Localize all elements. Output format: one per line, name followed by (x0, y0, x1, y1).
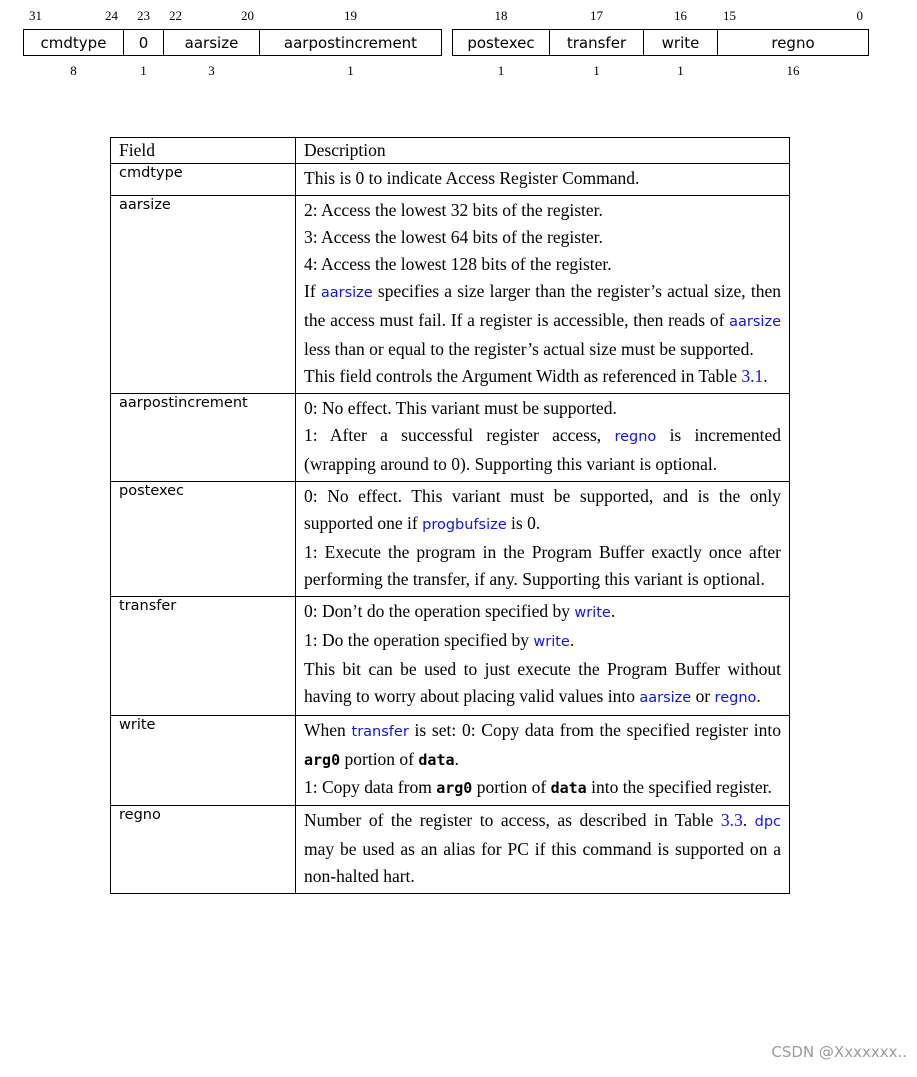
reg-field-cmdtype (23, 8, 124, 79)
description-cell (296, 806, 790, 894)
text-segment: arg0 (304, 751, 341, 769)
text-segment: Number of the register to access, as described in Table (304, 810, 721, 830)
cross-reference-link[interactable]: 3.1 (741, 366, 764, 386)
text-segment: less than or equal to the register’s actual size must be supported. (304, 339, 754, 359)
field-width: 16 (786, 63, 800, 78)
text-segment: or (691, 686, 715, 706)
bit-range (549, 8, 644, 22)
description-cell (296, 482, 790, 597)
text-segment: . (756, 686, 761, 706)
table-header-row (111, 138, 790, 164)
bit-range (452, 8, 550, 22)
reg-box-aarsize (163, 29, 260, 56)
text-segment: . (610, 601, 616, 621)
text-segment: 1: After a successful register access, (304, 425, 615, 445)
bit-range (23, 8, 124, 22)
bit-range (259, 8, 442, 22)
field-description-table (110, 137, 790, 894)
text-segment: 0: No effect. This variant must be supported. (304, 398, 617, 418)
table-header-description: Description (296, 138, 790, 164)
table-row-aarpostincrement (111, 394, 790, 482)
bit-number: 19 (344, 8, 357, 23)
reg-field-postexec (452, 8, 550, 79)
text-segment: is incremented (wrapping around to 0). Supporting this variant is optional. (304, 425, 781, 474)
text-segment: . (454, 749, 459, 769)
cross-reference-link[interactable]: aarsize (639, 690, 692, 706)
register-bit-diagram (23, 8, 869, 79)
description-paragraph (304, 197, 781, 224)
reg-field-label: postexec (467, 33, 535, 52)
bit-range (163, 8, 260, 22)
text-segment: This is 0 to indicate Access Register Command. (304, 168, 640, 188)
reg-field-aarpostincrement (259, 8, 442, 79)
text-segment: This field controls the Argument Width as referenced in Table (304, 366, 742, 386)
text-segment: . (742, 810, 755, 830)
table-row-aarsize (111, 196, 790, 394)
reg-field-label: regno (771, 33, 815, 52)
reg-group-right (452, 8, 869, 79)
reg-field-regno (717, 8, 869, 79)
bit-number: 16 (674, 8, 687, 23)
table-row-regno (111, 806, 790, 894)
reg-field-label: write (661, 33, 700, 52)
bit-number-lo: 20 (241, 8, 254, 23)
text-segment: 1: Execute the program in the Program Buffer exactly once after performing the transfer, if any. Supporting this variant is optional. (304, 542, 781, 589)
text-segment: When (304, 720, 352, 740)
field-name-cell: cmdtype (111, 164, 296, 196)
field-width: 1 (677, 63, 684, 78)
description-cell (296, 394, 790, 482)
reg-field-label: cmdtype (40, 33, 107, 52)
reg-field-write (643, 8, 718, 79)
description-cell (296, 164, 790, 196)
field-width: 3 (208, 63, 215, 78)
table-row-write (111, 716, 790, 806)
text-segment: portion of (472, 777, 551, 797)
description-paragraph (304, 278, 781, 363)
reg-field-label: aarpostincrement (283, 33, 418, 52)
cross-reference-link[interactable]: progbufsize (422, 517, 507, 533)
description-paragraph (304, 807, 781, 890)
cross-reference-link[interactable]: transfer (351, 724, 409, 740)
reg-box-transfer (549, 29, 644, 56)
reg-box-cmdtype (23, 29, 124, 56)
csdn-watermark: CSDN @Xxxxxxx.. (771, 1043, 907, 1061)
text-segment: 4: Access the lowest 128 bits of the register. (304, 254, 612, 274)
text-segment: 1: Copy data from (304, 777, 437, 797)
text-segment: 1: Do the operation specified by (304, 630, 534, 650)
field-name-cell: postexec (111, 482, 296, 597)
field-width: 1 (497, 63, 505, 78)
reg-box-regno (717, 29, 869, 56)
text-segment: is 0. (506, 513, 541, 533)
description-paragraph (304, 656, 781, 712)
description-paragraph (304, 598, 781, 627)
cross-reference-link[interactable]: write (574, 605, 611, 621)
reg-box-zero (123, 29, 164, 56)
reg-box-postexec (452, 29, 550, 56)
description-paragraph (304, 774, 781, 802)
description-paragraph (304, 395, 781, 422)
text-segment: This bit can be used to just execute the Program Buffer without having to worry about placing valid values into (304, 659, 781, 706)
reg-box-write (643, 29, 718, 56)
cross-reference-link[interactable]: regno (614, 429, 657, 445)
description-paragraph (304, 422, 781, 478)
bit-number: 18 (494, 8, 508, 23)
text-segment: data (418, 751, 455, 769)
field-name-cell: aarpostincrement (111, 394, 296, 482)
reg-field-label: 0 (138, 33, 149, 52)
text-segment: is set: 0: Copy data from the specified register into (408, 720, 781, 740)
bit-number-lo: 24 (105, 8, 118, 23)
reg-field-transfer (549, 8, 644, 79)
description-paragraph (304, 627, 781, 656)
text-segment: 3: Access the lowest 64 bits of the register. (304, 227, 603, 247)
bit-number-hi: 31 (29, 8, 42, 23)
text-segment: 0: Don’t do the operation specified by (304, 601, 575, 621)
reg-field-label: aarsize (184, 33, 239, 52)
description-paragraph (304, 363, 781, 390)
reg-field-zero (123, 8, 164, 79)
table-row-postexec (111, 482, 790, 597)
bit-number: 23 (137, 8, 150, 23)
text-segment: 0: No effect. This variant must be supported, and is the only supported one if (304, 486, 781, 533)
cross-reference-link[interactable]: dpc (754, 814, 782, 830)
text-segment: arg0 (436, 779, 473, 797)
description-paragraph (304, 251, 781, 278)
bit-number: 17 (590, 8, 603, 23)
field-width: 8 (70, 63, 77, 78)
text-segment: data (550, 779, 587, 797)
cross-reference-link[interactable]: write (533, 634, 570, 650)
description-cell (296, 597, 790, 716)
field-name-cell: write (111, 716, 296, 806)
text-segment: into the specified register. (586, 777, 772, 797)
field-name-cell: regno (111, 806, 296, 894)
bit-range (123, 8, 164, 22)
field-name-cell: aarsize (111, 196, 296, 394)
bit-range (717, 8, 869, 22)
reg-field-label: transfer (566, 33, 627, 52)
description-paragraph (304, 717, 781, 774)
field-width: 1 (593, 63, 600, 78)
text-segment: portion of (340, 749, 419, 769)
cross-reference-link[interactable]: regno (714, 690, 757, 706)
text-segment: . (569, 630, 575, 650)
reg-field-aarsize (163, 8, 260, 79)
reg-box-aarpostincrement (259, 29, 442, 56)
reg-group-left (23, 8, 442, 79)
field-width: 1 (347, 63, 354, 78)
table-header-field: Field (111, 138, 296, 164)
bit-number-hi: 22 (169, 8, 182, 23)
cross-reference-link[interactable]: 3.3 (720, 810, 743, 830)
text-segment: may be used as an alias for PC if this command is supported on a non-halted hart. (304, 839, 781, 886)
bit-number-hi: 15 (723, 8, 736, 23)
field-name-cell: transfer (111, 597, 296, 716)
field-width: 1 (140, 63, 147, 78)
text-segment: . (763, 366, 768, 386)
description-paragraph (304, 483, 781, 539)
cross-reference-link[interactable]: aarsize (320, 285, 373, 301)
description-cell (296, 716, 790, 806)
table-row-cmdtype (111, 164, 790, 196)
cross-reference-link[interactable]: aarsize (729, 314, 781, 330)
description-paragraph (304, 165, 781, 192)
bit-range (643, 8, 718, 22)
description-paragraph (304, 539, 781, 593)
description-paragraph (304, 224, 781, 251)
table-row-transfer (111, 597, 790, 716)
text-segment: specifies a size larger than the register’s actual size, then the access must fail. If a register is accessible, then reads of (304, 281, 781, 330)
bit-number-lo: 0 (856, 8, 863, 23)
description-cell (296, 196, 790, 394)
text-segment: 2: Access the lowest 32 bits of the register. (304, 200, 603, 220)
text-segment: If (304, 281, 321, 301)
